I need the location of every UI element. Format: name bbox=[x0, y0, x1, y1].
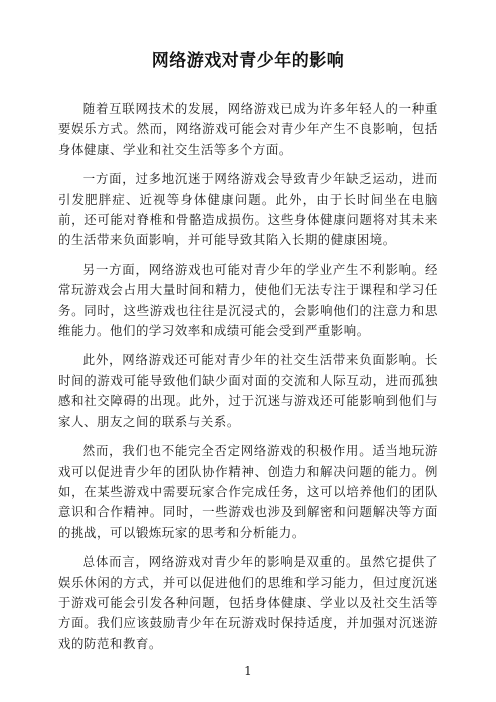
document-title: 网络游戏对青少年的影响 bbox=[151, 51, 345, 71]
paragraph-4: 此外，网络游戏还可能对青少年的社交生活带来负面影响。长时间的游戏可能导致他们缺少面对面的交流和人际互动，进而孤独感和社交障碍的出现。此外，过于沉迷与游戏还可能影响到他们与家人、朋友之间的联系与关系。 bbox=[58, 352, 438, 429]
page-number: 1 bbox=[244, 664, 252, 678]
paragraph-1: 随着互联网技术的发展，网络游戏已成为许多年轻人的一种重要娱乐方式。然而，网络游戏可能会对青少年产生不良影响，包括身体健康、学业和社交生活等多个方面。 bbox=[58, 101, 438, 157]
paragraph-6: 总体而言，网络游戏对青少年的影响是双重的。虽然它提供了娱乐休闲的方式，并可以促进他们的思维和学习能力，但过度沉迷于游戏可能会引发各种问题，包括身体健康、学业以及社交生活等方面。我们应该鼓励青少年在玩游戏时保持适度，并加强对沉迷游戏的防范和教育。 bbox=[58, 554, 438, 651]
paragraph-5: 然而，我们也不能完全否定网络游戏的积极作用。适当地玩游戏可以促进青少年的团队协作精神、创造力和解决问题的能力。例如，在某些游戏中需要玩家合作完成任务，这可以培养他们的团队意识和合作精神。同时，一些游戏也涉及到解密和问题解决等方面的挑战，可以锻炼玩家的思考和分析能力。 bbox=[58, 443, 438, 540]
paragraph-2: 一方面，过多地沉迷于网络游戏会导致青少年缺乏运动，进而引发肥胖症、近视等身体健康问题。此外，由于长时间坐在电脑前，还可能对脊椎和骨骼造成损伤。这些身体健康问题将对其未来的生活带来负面影响，并可能导致其陷入长期的健康困境。 bbox=[58, 171, 438, 248]
paragraph-3: 另一方面，网络游戏也可能对青少年的学业产生不利影响。经常玩游戏会占用大量时间和精力，使他们无法专注于课程和学习任务。同时，这些游戏也往往是沉浸式的，会影响他们的注意力和思维能力。他们的学习效率和成绩可能会受到严重影响。 bbox=[58, 261, 438, 339]
document-body bbox=[58, 99, 438, 663]
